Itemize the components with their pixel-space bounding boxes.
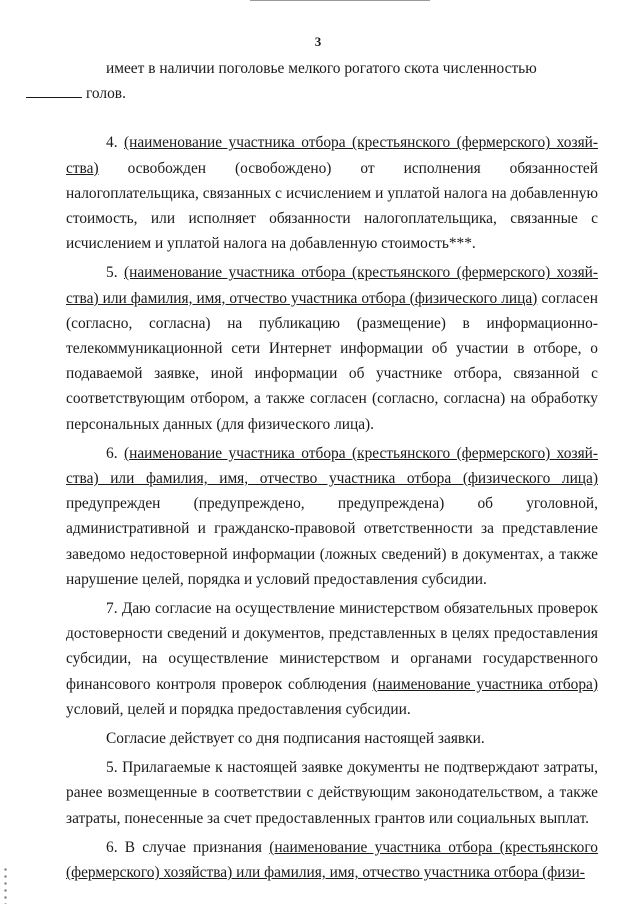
paragraph-7-inspection-consent: [66, 596, 598, 722]
top-edge-rule: [250, 0, 430, 1]
scan-binding-marks: [4, 866, 7, 904]
p5-text: согласен (согласно, согласна) на публикацию (размещение) в информационно-телекоммуникационной сети Интернет информации об участии в отборе, о подаваемой заявке, иной информации об участнике отбора, связанной с соответствующим отбором, а также согласен (согласно, согласна) на обработку персональных данных (для физического лица).: [66, 289, 598, 433]
p6-participant-name-placeholder: (наименование участника отбора (крестьянского (фермерского) хозяй-ства) или фамилия, имя, отчество участника отбора (физического лица): [66, 444, 599, 488]
p4-text: освобожден (освобождено) от исполнения обязанностей налогоплательщика, связанных с исчислением и уплатой налога на добавленную стоимость, или исполняет обязанности налогоплательщика, связанные с исчислением и уплатой налога на добавленную стоимость***.: [66, 159, 598, 253]
paragraph-5b-documents: 5. Прилагаемые к настоящей заявке документы не подтверждают затраты, ранее возмещенные в соответствии с действующим законодательством, а также затраты, понесенные за счет предоставленных грантов или социальных выплат.: [66, 759, 598, 827]
p5-number: 5.: [106, 264, 124, 282]
paragraph-6b-recognition: [66, 835, 598, 885]
p7-participant-name-placeholder: (наименование участника отбора): [372, 675, 598, 693]
p7-text-a: 7. Даю согласие на осуществление министерством обязательных проверок достоверности сведений и документов, представленных в целях предоставления субсидии, на осуществление министерством и органами государственного финансового контроля проверок соблюдения: [66, 600, 598, 693]
p6b-participant-name-placeholder: (наименование участника отбора (крестьянского (фермерского) хозяйства) или фамилия, имя, отчество участника отбора (физи-: [66, 838, 598, 882]
paragraph-consent-validity: Согласие действует со дня подписания настоящей заявки.: [106, 730, 485, 748]
p4-number: 4.: [106, 134, 124, 152]
p6b-text-a: 6. В случае признания: [106, 838, 270, 856]
paragraph-4-vat: [66, 130, 598, 256]
livestock-text-b: голов.: [86, 85, 126, 103]
paragraph-livestock: [66, 56, 598, 106]
page-number: 3: [314, 34, 322, 49]
p5-participant-name-placeholder: (наименование участника отбора (крестьянского (фермерского) хозяй-ства) или фамилия, имя, отчество участника отбора (физического лица): [66, 264, 599, 307]
p6-text: предупрежден (предупреждено, предупреждена) об уголовной, административной и гражданско-правовой ответственности за представление заведомо недостоверной информации (ложных сведений) в документах, а также нарушение целей, порядка и условий предоставления субсидии.: [66, 495, 598, 588]
paragraph-6-liability-warning: [66, 441, 598, 592]
p6-number: 6.: [106, 444, 124, 462]
p7-text-b: условий, целей и порядка предоставления субсидии.: [66, 700, 411, 718]
document-body: [66, 56, 598, 885]
livestock-count-blank: [26, 83, 82, 98]
paragraph-5-publication-consent: [66, 260, 598, 436]
p4-participant-name-placeholder: (наименование участника отбора (крестьянского (фермерского) хозяй-ства): [66, 134, 599, 177]
livestock-text-a: имеет в наличии поголовье мелкого рогатого скота численностью: [106, 60, 537, 77]
